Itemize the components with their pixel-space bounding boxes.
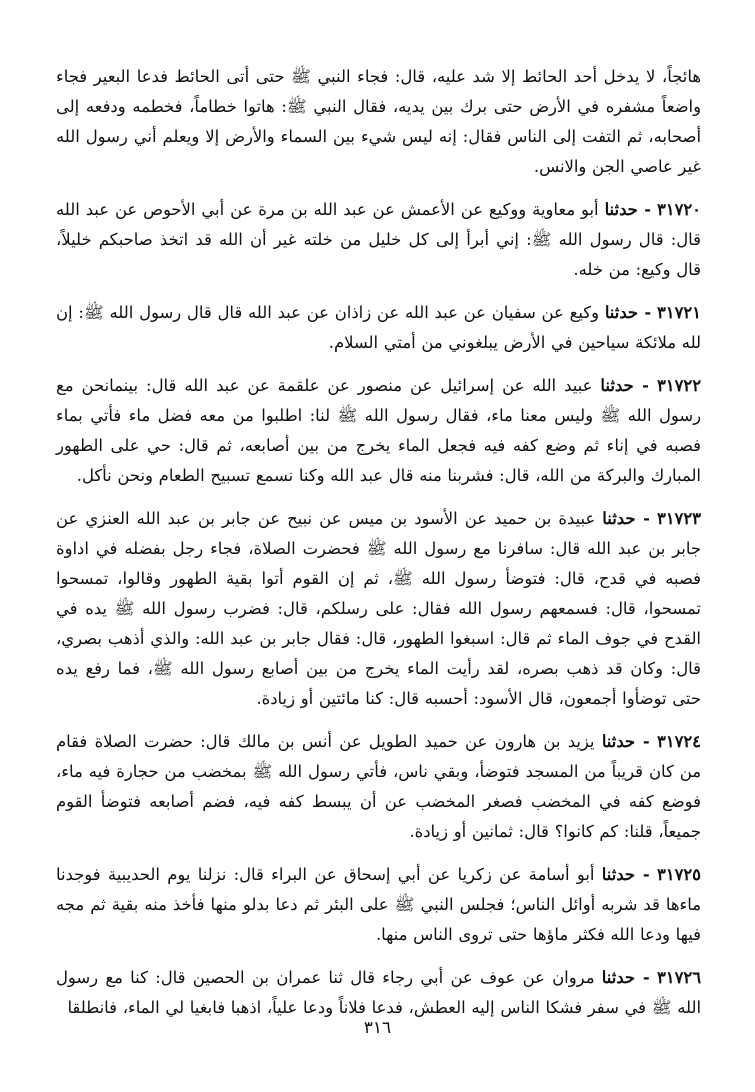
hadith-lead: - حدثنا (600, 376, 649, 395)
continuation-paragraph: هائجاً، لا يدخل أحد الحائط إلا شد عليه، قال: فجاء النبي ﷺ حتى أتى الحائط فدعا البعير فجاء واضعاً مشفره في الأرض حتى برك بين يديه، فقال النبي ﷺ: هاتوا خطاماً، فخطمه ودفعه إلى أصحابه، ثم التفت إلى الناس فقال: إنه ليس شيء بين السماء والأرض إلا ويعلم أني رسول الله غير عاصي الجن والانس. (56, 67, 701, 176)
hadith-31725 (56, 860, 701, 950)
hadith-lead: - حدثنا (601, 968, 650, 987)
hadith-text: أبو أسامة عن زكريا عن أبي إسحاق عن البراء قال: نزلنا يوم الحديبية فوجدنا ماءها قد شربه أوائل الناس؛ فجلس النبي ﷺ على البئر ثم دعا بدلو منها فأخذ منه بقية ثم مجه فيها ودعا الله فكثر ماؤها حتى تروى الناس منها. (56, 865, 701, 944)
hadith-lead: - حدثنا (604, 303, 652, 322)
hadith-31720 (56, 195, 701, 285)
hadith-text: عبيدة بن حميد عن الأسود بن ميس عن نبيح عن جابر بن عبد الله العنزي عن جابر بن عبد الله قال: سافرنا مع رسول الله ﷺ فحضرت الصلاة، فجاء رجل بفضله في اداوة فصبه في قدح، قال: فتوضأ رسول الله ﷺ، ثم إن القوم أتوا بقية الطهور وقالوا، تمسحوا تمسحوا، قال: فسمعهم رسول الله فقال: على رسلكم، قال: فضرب رسول الله ﷺ يده في القدح في جوف الماء ثم قال: اسبغوا الطهور، قال: فقال جابر بن عبد الله: والذي أذهب بصري، قال: وكان قد ذهب بصره، لقد رأيت الماء يخرج من بين أصابع رسول الله ﷺ، فما رفع يده حتى توضأوا أجمعون، قال الأسود: أحسبه قال: كنا مائتين أو زيادة. (56, 509, 701, 708)
hadith-number: ٣١٧٢٣ (656, 509, 701, 528)
hadith-number: ٣١٧٢٢ (656, 376, 702, 395)
hadith-number: ٣١٧٢١ (656, 303, 701, 322)
hadith-number: ٣١٧٢٠ (656, 200, 701, 219)
hadith-text: وكيع عن سفيان عن عبد الله عن زاذان عن عبد الله قال قال رسول الله ﷺ: إن لله ملائكة سياحين في الأرض يبلغوني من أمتي السلام. (56, 303, 701, 352)
hadith-number: ٣١٧٢٥ (656, 865, 701, 884)
hadith-text: مروان عن عوف عن أبي رجاء قال ثنا عمران بن الحصين قال: كنا مع رسول الله ﷺ في سفر فشكا الناس إليه العطش، فدعا فلاناً ودعا علياً، اذهبا فابغيا لي الماء، فانطلقا (56, 968, 701, 1017)
hadith-31722 (56, 371, 701, 491)
hadith-lead: - حدثنا (601, 865, 650, 884)
hadith-31726 (56, 963, 701, 1023)
page-number: ٣١٦ (363, 1018, 392, 1038)
hadith-text: عبيد الله عن إسرائيل عن منصور عن علقمة عن عبد الله قال: بينمانحن مع رسول الله ﷺ وليس معنا ماء، فقال رسول الله ﷺ لنا: اطلبوا من معه فضل ماء فأتي بماء فصبه في إناء ثم وضع كفه فيه فجعل الماء يخرج من بين أصابعه، ثم قال: حي على الطهور المبارك والبركة من الله، قال: فشربنا منه قال عبد الله وكنا نسمع تسبيح الطعام ونحن نأكل. (56, 376, 701, 485)
hadith-31724 (56, 727, 701, 847)
hadith-text: يزيد بن هارون عن حميد الطويل عن أنس بن مالك قال: حضرت الصلاة فقام من كان قريباً من المسجد فتوضأ، وبقي ناس، فأتي رسول الله ﷺ بمخضب من حجارة فيه ماء، فوضع كفه في المخضب فصغر المخضب عن أن يبسط كفه فيه، فضم أصابعه فتوضأ القوم جميعاً، قلنا: كم كانوا؟ قال: ثمانين أو زيادة. (56, 732, 701, 841)
hadith-lead: - حدثنا (604, 200, 652, 219)
hadith-number: ٣١٧٢٤ (656, 732, 701, 751)
hadith-number: ٣١٧٢٦ (656, 968, 702, 987)
page-body (56, 62, 701, 1036)
hadith-31723 (56, 504, 701, 714)
hadith-lead: - حدثنا (602, 509, 650, 528)
hadith-31721 (56, 298, 701, 358)
hadith-lead: - حدثنا (601, 732, 650, 751)
hadith-text: أبو معاوية ووكيع عن الأعمش عن عبد الله بن مرة عن أبي الأحوص عن عبد الله قال: قال رسول الله ﷺ: إني أبرأ إلى كل خليل من خلته غير أن الله قد اتخذ صاحبكم خليلاً، قال وكيع: من خله. (56, 200, 701, 279)
